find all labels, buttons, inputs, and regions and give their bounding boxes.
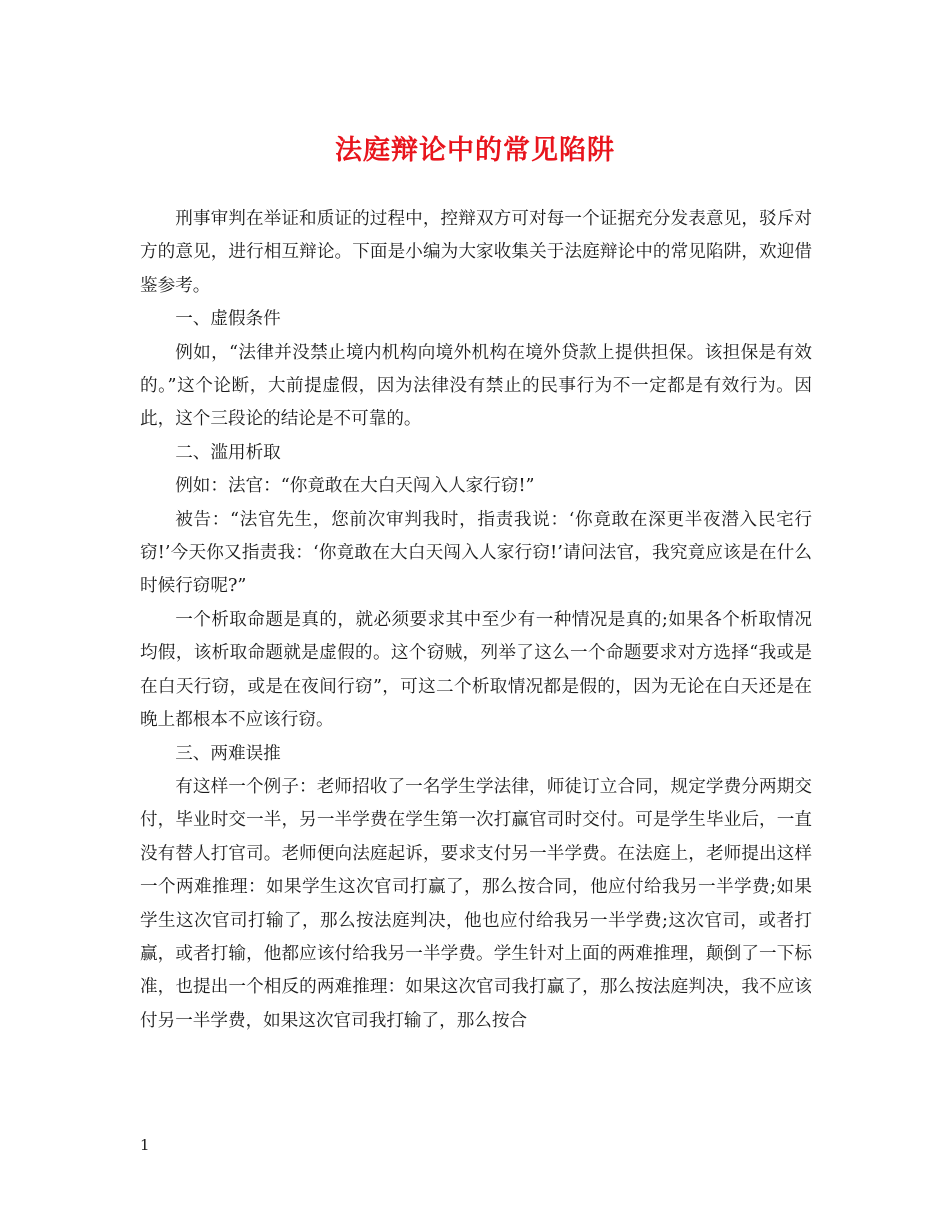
section-heading-3: 三、两难误推 xyxy=(175,743,281,764)
paragraph-example-1: 例如，“法律并没禁止境内机构向境外机构在境外贷款上提供担保。该担保是有效的。”这个论断，大前提虚假，因为法律没有禁止的民事行为不一定都是有效行为。因此，这个三段论的结论是不可靠的。 xyxy=(140,342,812,430)
document-body xyxy=(140,203,812,1038)
paragraph-analysis-2: 一个析取命题是真的，就必须要求其中至少有一种情况是真的;如果各个析取情况均假，该析取命题就是虚假的。这个窃贼，列举了这么一个命题要求对方选择“我或是在白天行窃，或是在夜间行窃”，可这二个析取情况都是假的，因为无论在白天还是在晚上都根本不应该行窃。 xyxy=(140,609,812,731)
paragraph-example-2: 例如：法官：“你竟敢在大白天闯入人家行窃!” xyxy=(175,476,535,497)
page-number: 1 xyxy=(140,1136,150,1154)
section-heading-2: 二、滥用析取 xyxy=(175,442,281,463)
document-title: 法庭辩论中的常见陷阱 xyxy=(335,135,615,166)
paragraph-intro: 刑事审判在举证和质证的过程中，控辩双方可对每一个证据充分发表意见，驳斥对方的意见，进行相互辩论。下面是小编为大家收集关于法庭辩论中的常见陷阱，欢迎借鉴参考。 xyxy=(140,209,812,296)
section-heading-1: 一、虚假条件 xyxy=(175,309,281,330)
paragraph-example-3: 有这样一个例子：老师招收了一名学生学法律，师徒订立合同，规定学费分两期交付，毕业时交一半，另一半学费在学生第一次打赢官司时交付。可是学生毕业后，一直没有替人打官司。老师便向法庭起诉，要求支付另一半学费。在法庭上，老师提出这样一个两难推理：如果学生这次官司打赢了，那么按合同，他应付给我另一半学费;如果学生这次官司打输了，那么按法庭判决，他也应付给我另一半学费;这次官司，或者打赢，或者打输，他都应该付给我另一半学费。学生针对上面的两难推理，颠倒了一下标准，也提出一个相反的两难推理：如果这次官司我打赢了，那么按法庭判决，我不应该付另一半学费，如果这次官司我打输了，那么按合 xyxy=(140,776,812,1031)
paragraph-defendant-quote: 被告：“法官先生，您前次审判我时，指责我说：‘你竟敢在深更半夜潜入民宅行窃!’今天你又指责我：‘你竟敢在大白天闯入人家行窃!’请问法官，我究竟应该是在什么时候行窃呢?” xyxy=(140,509,812,597)
